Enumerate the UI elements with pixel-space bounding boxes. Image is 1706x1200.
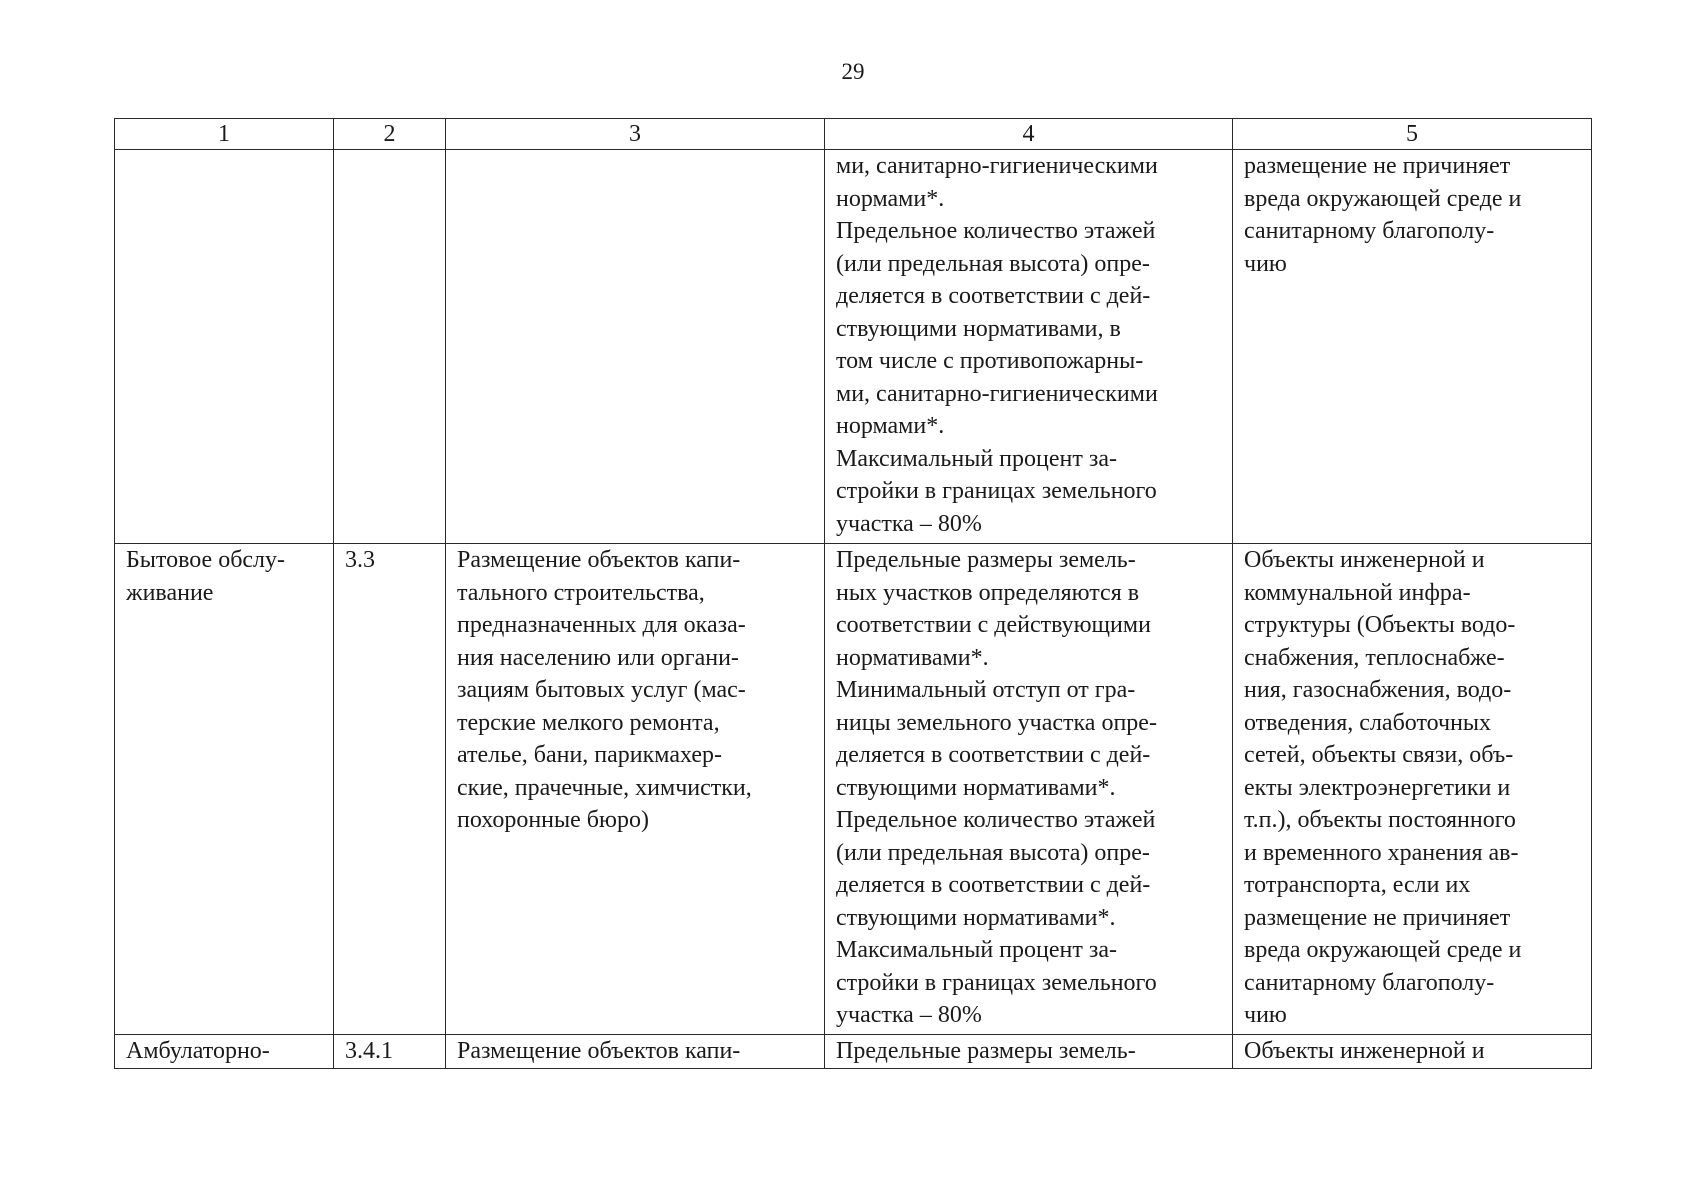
cell-text-line: Размещение объектов капи- <box>457 1038 741 1064</box>
parameters-cell <box>825 150 1233 544</box>
cell-text-line: стройки в границах земельного <box>836 969 1157 996</box>
cell-text-line: деляется в соответствии с дей- <box>836 742 1151 768</box>
cell-text-line: Предельные размеры земель- <box>836 547 1136 573</box>
code-cell <box>334 150 446 544</box>
cell-text-line: ния населению или органи- <box>457 644 739 671</box>
parameters-cell <box>825 1035 1233 1069</box>
description-cell <box>446 544 825 1035</box>
cell-text-line: екты электроэнергетики и <box>1244 774 1511 801</box>
cell-text-line: участка – 80% <box>836 510 982 537</box>
cell-text-line: Предельные размеры земель- <box>836 1038 1136 1064</box>
cell-text-line: структуры (Объекты водо- <box>1244 612 1516 638</box>
use-name-cell <box>115 1035 334 1069</box>
column-header: 2 <box>334 119 446 150</box>
cell-text-line: Бытовое обслу- <box>126 547 286 573</box>
cell-text-line: коммунальной инфра- <box>1244 579 1471 606</box>
use-name-cell <box>115 544 334 1035</box>
cell-text-line: стройки в границах земельного <box>836 478 1157 504</box>
auxiliary-uses-cell <box>1233 150 1592 544</box>
auxiliary-uses-cell <box>1233 544 1592 1035</box>
cell-text-line: ных участков определяются в <box>836 579 1140 606</box>
column-header: 3 <box>446 119 825 150</box>
table-row <box>115 150 1592 544</box>
cell-text-line: участка – 80% <box>836 1002 982 1028</box>
cell-text-line: (или предельная высота) опре- <box>836 250 1150 277</box>
cell-text-line: терские мелкого ремонта, <box>457 709 720 736</box>
cell-text-line: соответствии с действующими <box>836 612 1151 638</box>
cell-text-line: ствующими нормативами, в <box>836 315 1121 342</box>
cell-text-line: Предельное количество этажей <box>836 218 1156 244</box>
cell-text-line: Амбулаторно- <box>126 1038 270 1064</box>
cell-text-line: ми, санитарно-гигиеническими <box>836 380 1158 407</box>
code-cell <box>334 544 446 1035</box>
cell-text-line: Максимальный процент за- <box>836 445 1117 472</box>
cell-text-line: чию <box>1244 250 1287 277</box>
auxiliary-uses-cell <box>1233 1035 1592 1069</box>
cell-text-line: вреда окружающей среде и <box>1244 185 1522 212</box>
cell-text-line: размещение не причиняет <box>1244 904 1511 931</box>
code-cell <box>334 1035 446 1069</box>
cell-text-line: отведения, слаботочных <box>1244 709 1492 736</box>
cell-text-line: сетей, объекты связи, объ- <box>1244 742 1514 768</box>
cell-text-line: 3.3 <box>345 547 375 573</box>
cell-text-line: вреда окружающей среде и <box>1244 937 1522 963</box>
table-row <box>115 1035 1592 1069</box>
cell-text-line: снабжения, теплоснабже- <box>1244 644 1505 671</box>
description-cell <box>446 1035 825 1069</box>
cell-text-line: зациям бытовых услуг (мас- <box>457 677 746 703</box>
cell-text-line: Объекты инженерной и <box>1244 1038 1485 1064</box>
zoning-table <box>114 118 1592 1069</box>
cell-text-line: ния, газоснабжения, водо- <box>1244 677 1512 703</box>
cell-text-line: Размещение объектов капи- <box>457 547 741 573</box>
use-name-cell <box>115 150 334 544</box>
parameters-cell <box>825 544 1233 1035</box>
cell-text-line: тального строительства, <box>457 579 705 606</box>
cell-text-line: нормативами*. <box>836 644 989 671</box>
cell-text-line: ницы земельного участка опре- <box>836 709 1157 736</box>
cell-text-line: 3.4.1 <box>345 1038 393 1064</box>
page-number: 29 <box>841 59 865 84</box>
table-row <box>115 544 1592 1035</box>
cell-text-line: ателье, бани, парикмахер- <box>457 742 723 768</box>
cell-text-line: ствующими нормативами*. <box>836 774 1116 801</box>
cell-text-line: чию <box>1244 1002 1287 1028</box>
cell-text-line: Объекты инженерной и <box>1244 547 1485 573</box>
cell-text-line: нормами*. <box>836 413 945 439</box>
cell-text-line: размещение не причиняет <box>1244 153 1511 179</box>
cell-text-line: Максимальный процент за- <box>836 937 1117 963</box>
description-cell <box>446 150 825 544</box>
cell-text-line: (или предельная высота) опре- <box>836 839 1150 866</box>
cell-text-line: деляется в соответствии с дей- <box>836 872 1151 898</box>
cell-text-line: т.п.), объекты постоянного <box>1244 807 1516 833</box>
cell-text-line: санитарному благополу- <box>1244 969 1495 996</box>
cell-text-line: том числе с противопожарны- <box>836 348 1144 374</box>
cell-text-line: деляется в соответствии с дей- <box>836 283 1151 309</box>
cell-text-line: нормами*. <box>836 185 945 212</box>
column-header: 1 <box>115 119 334 150</box>
cell-text-line: живание <box>126 579 214 606</box>
cell-text-line: Минимальный отступ от гра- <box>836 677 1136 703</box>
cell-text-line: предназначенных для оказа- <box>457 612 746 638</box>
column-header: 5 <box>1233 119 1592 150</box>
table-header-row <box>115 119 1592 150</box>
cell-text-line: ми, санитарно-гигиеническими <box>836 153 1158 179</box>
cell-text-line: Предельное количество этажей <box>836 807 1156 833</box>
column-header: 4 <box>825 119 1233 150</box>
cell-text-line: ствующими нормативами*. <box>836 904 1116 931</box>
cell-text-line: похоронные бюро) <box>457 807 649 833</box>
cell-text-line: тотранспорта, если их <box>1244 872 1471 898</box>
cell-text-line: и временного хранения ав- <box>1244 839 1519 866</box>
cell-text-line: ские, прачечные, химчистки, <box>457 774 752 801</box>
cell-text-line: санитарному благополу- <box>1244 218 1495 244</box>
